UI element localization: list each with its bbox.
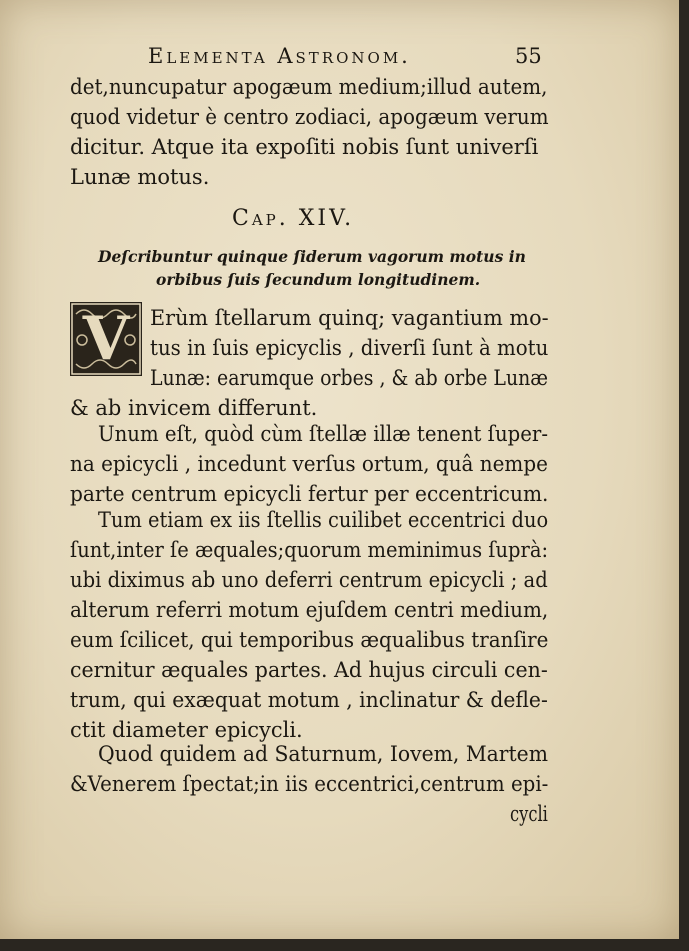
- chapter-summary-line: orbibus ſuis ſecundum longitudinem.: [156, 270, 481, 289]
- page-edge-shadow: [679, 0, 689, 951]
- chapter-heading: Cap. XIV.: [232, 206, 355, 231]
- chapter-summary-line: Deſcribuntur quinque ſiderum vagorum motus in: [98, 247, 526, 266]
- text-line: Unum eſt, quòd cùm ſtellæ illæ tenent ſuper-: [98, 422, 549, 446]
- text-line: ctit diameter epicycli.: [70, 718, 303, 742]
- text-line: quod videtur è centro zodiaci, apogæum verum: [70, 105, 549, 129]
- text-line: parte centrum epicycli fertur per eccentricum.: [70, 482, 549, 506]
- page-bottom-shadow: [0, 939, 689, 951]
- text-line: Erùm ſtellarum quinq; vagantium mo-: [150, 306, 549, 330]
- running-header: Elementa Astronom.: [148, 44, 411, 68]
- text-line: Lunæ motus.: [70, 165, 210, 189]
- catchword: cycli: [510, 802, 548, 826]
- text-line: ubi diximus ab uno deferri centrum epicycli ; ad: [70, 568, 548, 592]
- decorated-initial: [70, 302, 142, 376]
- text-line: & ab invicem differunt.: [70, 396, 318, 420]
- initial-letter: V: [82, 304, 130, 374]
- text-line: eum ſcilicet, qui temporibus æqualibus tranſire: [70, 628, 549, 652]
- text-line: Quod quidem ad Saturnum, Iovem, Martem: [98, 742, 548, 766]
- text-line: det,nuncupatur apogæum medium;illud autem,: [70, 75, 548, 99]
- text-line: alterum referri motum ejuſdem centri medium,: [70, 598, 549, 622]
- text-line: Tum etiam ex iis ſtellis cuilibet eccentrici duo: [98, 508, 549, 532]
- text-line: ſunt,inter ſe æquales;quorum meminimus ſuprà:: [70, 538, 549, 562]
- text-line: Lunæ: earumque orbes , & ab orbe Lunæ: [150, 366, 549, 390]
- text-line: trum, qui exæquat motum , inclinatur & defle-: [70, 688, 548, 712]
- text-line: tus in ſuis epicyclis , diverſi ſunt à motu: [150, 336, 549, 360]
- page-number: 55: [515, 44, 542, 68]
- text-line: &Venerem ſpectat;in iis eccentrici,centrum epi-: [70, 772, 549, 796]
- text-line: dicitur. Atque ita expoſiti nobis ſunt univerſi: [70, 135, 539, 159]
- text-line: na epicycli , incedunt verſus ortum, quâ nempe: [70, 452, 548, 476]
- text-line: cernitur æquales partes. Ad hujus circuli cen-: [70, 658, 548, 682]
